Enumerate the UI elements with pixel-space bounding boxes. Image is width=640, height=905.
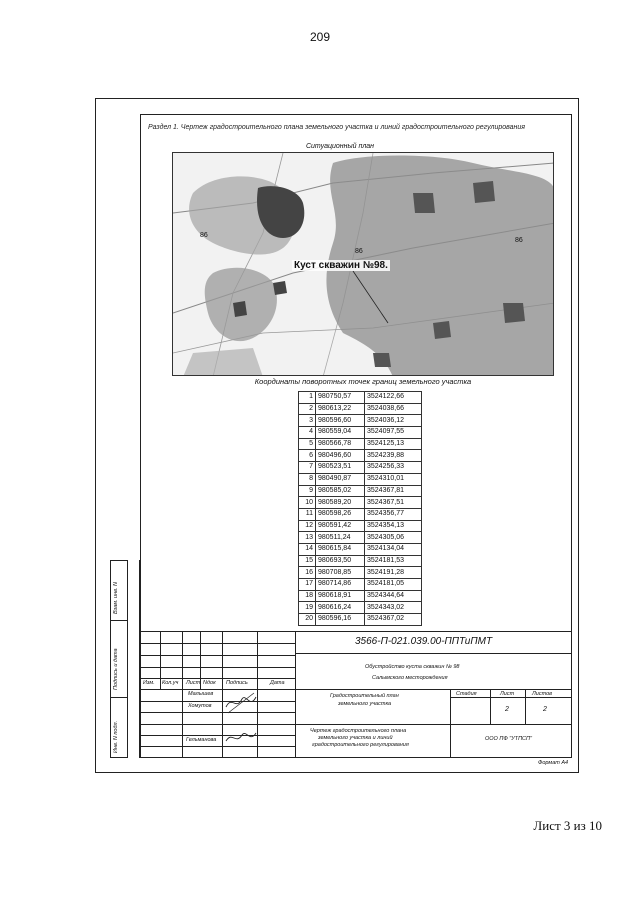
coordinate-cell: 3524036,12 xyxy=(365,415,422,427)
coordinate-cell: 980511,24 xyxy=(316,532,365,544)
coordinate-cell: 4 xyxy=(299,427,316,439)
sheet-name: Градостроительный план xyxy=(330,693,399,699)
coordinate-cell: 980714,86 xyxy=(316,579,365,591)
coordinate-cell: 3524038,66 xyxy=(365,403,422,415)
coordinate-cell: 980585,02 xyxy=(316,485,365,497)
coordinate-cell: 13 xyxy=(299,532,316,544)
table-row xyxy=(299,520,422,532)
coordinate-cell: 980618,91 xyxy=(316,590,365,602)
table-row xyxy=(299,462,422,474)
coordinate-cell: 980591,42 xyxy=(316,520,365,532)
project-field: Салымского месторождения xyxy=(372,675,448,681)
divider xyxy=(110,620,128,621)
coordinate-cell: 1 xyxy=(299,392,316,404)
table-row xyxy=(299,567,422,579)
table-row xyxy=(299,579,422,591)
sheet-value: 2 xyxy=(505,706,509,713)
project-name: Обустройство куста скважин № 98 xyxy=(365,664,460,670)
side-stamp xyxy=(110,560,128,758)
coordinate-cell: 980589,20 xyxy=(316,497,365,509)
sheets-label: Листов xyxy=(532,691,553,697)
table-row xyxy=(299,438,422,450)
coordinate-cell: 3524354,13 xyxy=(365,520,422,532)
coordinate-cell: 3524310,01 xyxy=(365,473,422,485)
coordinates-table xyxy=(298,391,422,626)
coordinate-cell: 980523,51 xyxy=(316,462,365,474)
coordinate-cell: 980566,78 xyxy=(316,438,365,450)
map-number-label: 86 xyxy=(355,248,363,255)
col-header: Лист xyxy=(186,680,201,686)
format-label: Формат А4 xyxy=(538,760,569,766)
organization: ООО ПФ "УТПСП" xyxy=(485,736,532,742)
sheets-value: 2 xyxy=(543,706,547,713)
person-name: Малышев xyxy=(188,691,214,697)
document-code: 3566-П-021.039.00-ППТиПМТ xyxy=(355,636,493,647)
divider xyxy=(110,697,128,698)
coordinate-cell: 3524181,53 xyxy=(365,555,422,567)
title-block xyxy=(140,631,572,758)
table-row xyxy=(299,473,422,485)
side-label: Инв. N подл. xyxy=(113,720,119,753)
table-row xyxy=(299,427,422,439)
coordinate-cell: 3524305,06 xyxy=(365,532,422,544)
coordinate-cell: 20 xyxy=(299,614,316,626)
table-row xyxy=(299,497,422,509)
coordinate-cell: 17 xyxy=(299,579,316,591)
coordinate-cell: 3524239,88 xyxy=(365,450,422,462)
coordinate-cell: 3524367,02 xyxy=(365,614,422,626)
coordinate-cell: 10 xyxy=(299,497,316,509)
table-row xyxy=(299,532,422,544)
map-number-label: 86 xyxy=(200,232,208,239)
coordinate-cell: 980559,04 xyxy=(316,427,365,439)
table-row xyxy=(299,450,422,462)
coordinate-cell: 980596,60 xyxy=(316,415,365,427)
side-label: Взам. инв. N xyxy=(113,581,119,614)
coordinate-cell: 980616,24 xyxy=(316,602,365,614)
table-row xyxy=(299,415,422,427)
coordinate-cell: 3524122,66 xyxy=(365,392,422,404)
coordinate-cell: 12 xyxy=(299,520,316,532)
table-row xyxy=(299,555,422,567)
coordinate-cell: 14 xyxy=(299,543,316,555)
coordinate-cell: 980598,26 xyxy=(316,508,365,520)
sheet-label: Лист xyxy=(500,691,515,697)
page-number: 209 xyxy=(309,30,331,44)
divider xyxy=(128,560,140,758)
coordinate-cell: 980613,22 xyxy=(316,403,365,415)
coordinate-cell: 980708,85 xyxy=(316,567,365,579)
col-header: Nдок xyxy=(203,680,216,686)
drawing-title: градостроительного регулирования xyxy=(312,742,409,748)
coordinate-cell: 980496,60 xyxy=(316,450,365,462)
signature-image xyxy=(224,689,258,717)
coordinate-cell: 3524343,02 xyxy=(365,602,422,614)
col-header: Изм. xyxy=(143,680,155,686)
coordinate-cell: 980596,16 xyxy=(316,614,365,626)
sheet-footer: Лист 3 из 10 xyxy=(533,818,602,833)
person-name: Гельманова xyxy=(186,737,217,743)
table-row xyxy=(299,543,422,555)
coordinate-cell: 3524191,28 xyxy=(365,567,422,579)
coordinate-cell: 980490,87 xyxy=(316,473,365,485)
coordinate-cell: 3524097,55 xyxy=(365,427,422,439)
table-row xyxy=(299,392,422,404)
stage-label: Стадия xyxy=(456,691,477,697)
person-name: Хомутов xyxy=(188,703,212,709)
coordinate-cell: 16 xyxy=(299,567,316,579)
coordinate-cell: 980693,50 xyxy=(316,555,365,567)
well-cluster-label: Куст скважин №98. xyxy=(294,260,388,271)
coordinate-cell: 19 xyxy=(299,602,316,614)
coordinate-cell: 6 xyxy=(299,450,316,462)
coordinate-cell: 5 xyxy=(299,438,316,450)
col-header: Дата xyxy=(270,680,285,686)
coordinate-cell: 3524134,04 xyxy=(365,543,422,555)
coordinate-cell: 3524344,64 xyxy=(365,590,422,602)
coordinate-cell: 3524256,33 xyxy=(365,462,422,474)
coordinate-cell: 8 xyxy=(299,473,316,485)
side-label: Подпись и дата xyxy=(113,648,119,690)
coordinate-cell: 3524125,13 xyxy=(365,438,422,450)
table-row xyxy=(299,485,422,497)
table-row xyxy=(299,403,422,415)
coordinate-cell: 2 xyxy=(299,403,316,415)
drawing-title: земельного участка и линий xyxy=(318,735,393,741)
coordinate-cell: 11 xyxy=(299,508,316,520)
table-row xyxy=(299,590,422,602)
coordinate-cell: 3524356,77 xyxy=(365,508,422,520)
map-number-label: 86 xyxy=(515,237,523,244)
coordinate-cell: 3524367,81 xyxy=(365,485,422,497)
coordinate-cell: 18 xyxy=(299,590,316,602)
sheet-name: земельного участка xyxy=(338,701,392,707)
coordinate-cell: 3524181,05 xyxy=(365,579,422,591)
coordinate-cell: 9 xyxy=(299,485,316,497)
coordinate-cell: 980615,84 xyxy=(316,543,365,555)
coordinate-cell: 3 xyxy=(299,415,316,427)
drawing-title: Чертеж градостроительного плана xyxy=(310,728,407,734)
col-header: Подпись xyxy=(226,680,248,686)
coordinates-title: Координаты поворотных точек границ земельного участка xyxy=(254,377,472,386)
col-header: Кол.уч xyxy=(162,680,179,686)
coordinate-cell: 7 xyxy=(299,462,316,474)
coordinate-cell: 980750,57 xyxy=(316,392,365,404)
map-title: Ситуационный план xyxy=(305,143,375,150)
table-row xyxy=(299,614,422,626)
coordinate-cell: 3524367,51 xyxy=(365,497,422,509)
signature-image xyxy=(224,727,258,747)
table-row xyxy=(299,508,422,520)
coordinate-cell: 15 xyxy=(299,555,316,567)
table-row xyxy=(299,602,422,614)
section-title: Раздел 1. Чертеж градостроительного плана земельного участка и линий градостроительного регулирования xyxy=(148,124,526,131)
